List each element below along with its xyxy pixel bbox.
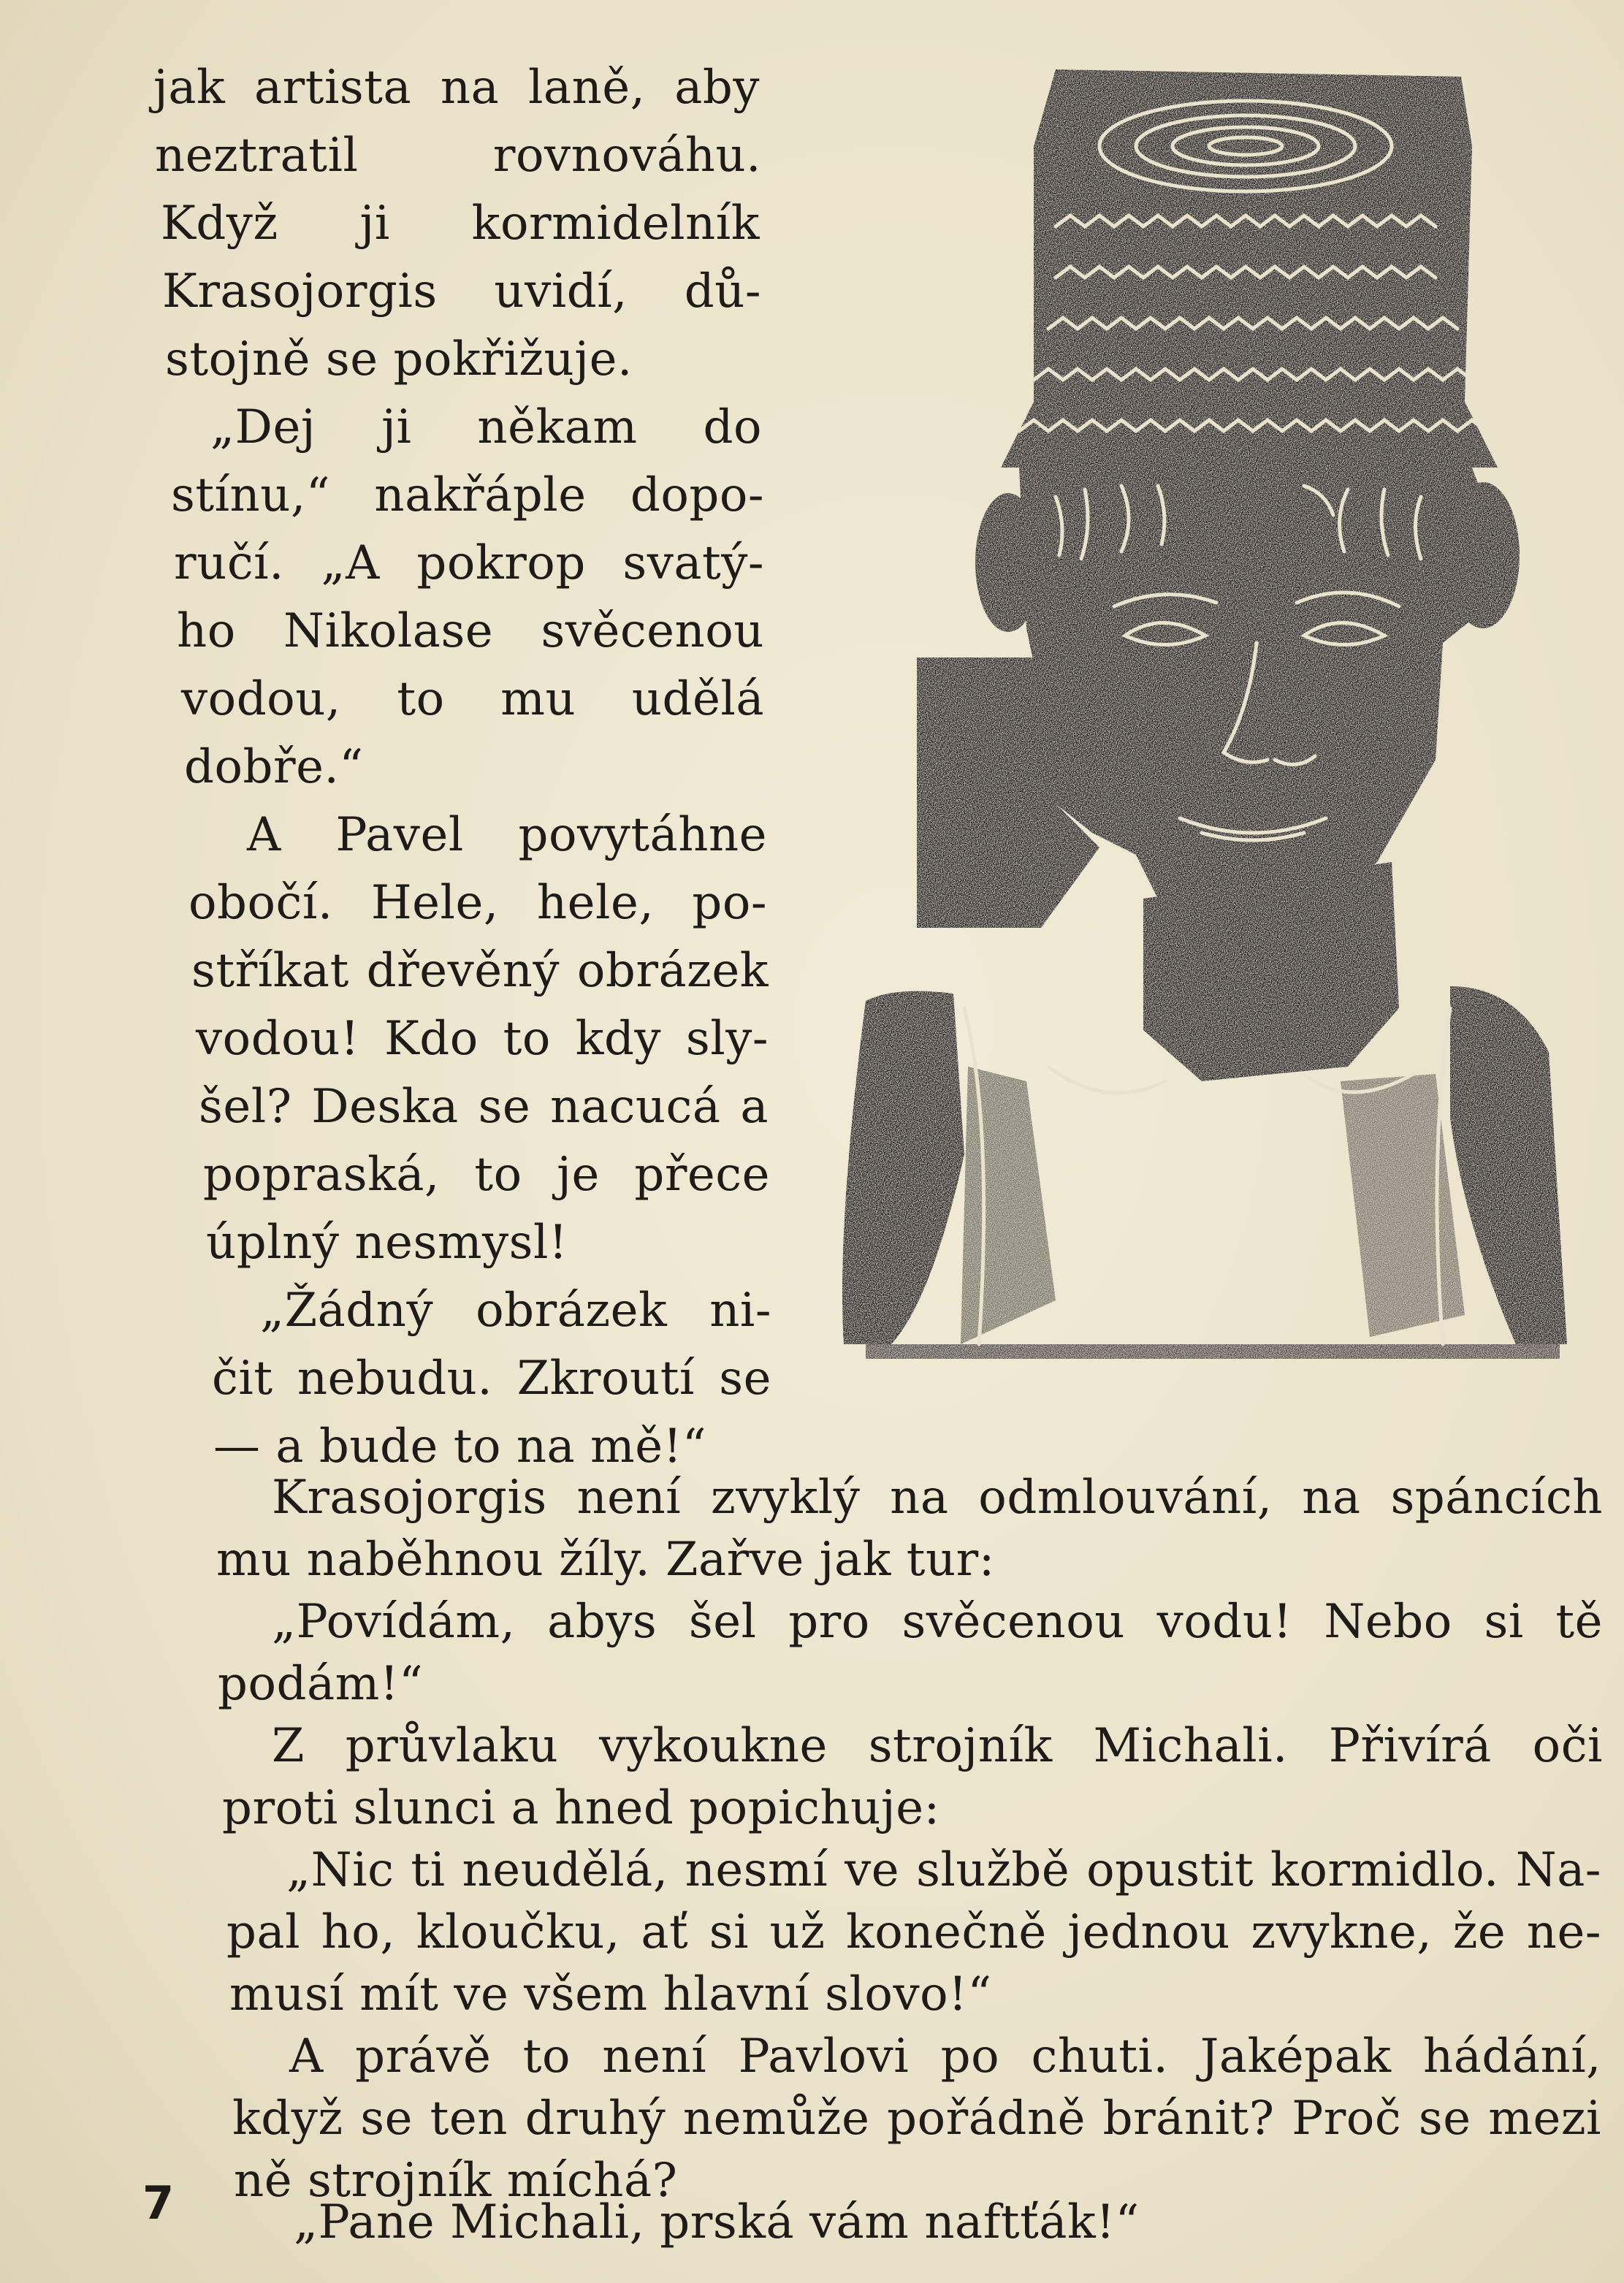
text-line: mu naběhnou žíly. Zařve jak tur:: [216, 1533, 995, 1587]
text-line: pal ho, kloučku, ať si už konečně jednou zvykne, že ne-: [226, 1905, 1601, 1959]
text-line: vodou, to mu udělá: [181, 672, 764, 726]
text-line: Z průvlaku vykoukne strojník Michali. Přivírá oči: [272, 1719, 1603, 1773]
text-line: Krasojorgis není zvyklý na odmlouvání, na spáncích: [272, 1471, 1603, 1525]
text-line: popraská, to je přece: [203, 1148, 770, 1202]
text-line: A právě to není Pavlovi po chuti. Jaképak hádání,: [289, 2029, 1601, 2084]
text-line: jak artista na laně, aby: [153, 61, 760, 115]
text-line: — a bude to na mě!“: [213, 1419, 707, 1474]
text-line: šel? Deska se nacucá a: [199, 1080, 769, 1134]
text-line: ručí. „A pokrop svatý-: [174, 536, 764, 590]
text-line: „Povídám, abys šel pro svěcenou vodu! Nebo si tě: [272, 1595, 1603, 1649]
text-line: A Pavel povytáhne: [247, 808, 767, 862]
text-line: „Nic ti neudělá, nesmí ve službě opustit kormidlo. Na-: [286, 1843, 1601, 1897]
page-number: 7: [142, 2176, 175, 2230]
woodcut-portrait-icon: [836, 58, 1574, 1373]
text-line: ně strojník míchá?: [234, 2154, 678, 2208]
text-line: když se ten druhý nemůže pořádně bránit? Proč se mezi: [232, 2092, 1601, 2146]
text-line: vodou! Kdo to kdy sly-: [196, 1012, 769, 1066]
text-line: musí mít ve všem hlavní slovo!“: [229, 1967, 992, 2021]
text-line: „Dej ji někam do: [210, 400, 762, 454]
text-line: stínu,“ nakřáple dopo-: [171, 468, 764, 522]
text-line: Krasojorgis uvidí, dů-: [162, 264, 761, 319]
text-line: „Žádný obrázek ni-: [260, 1284, 771, 1338]
text-line: úplný nesmysl!: [206, 1216, 568, 1270]
text-line: podám!“: [218, 1657, 424, 1711]
text-line: ho Nikolase svěcenou: [177, 604, 764, 658]
text-line: Když ji kormidelník: [161, 197, 760, 251]
text-line: stojně se pokřižuje.: [165, 332, 633, 386]
text-line: proti slunci a hned popichuje:: [222, 1781, 940, 1835]
text-line: neztratil rovnováhu.: [155, 129, 761, 183]
text-line: dobře.“: [184, 740, 364, 794]
text-line: stříkat dřevěný obrázek: [191, 944, 769, 998]
text-line: obočí. Hele, hele, po-: [188, 876, 767, 930]
text-line: „Pane Michali, prská vám naftťák!“: [294, 2195, 1140, 2249]
text-line: čit nebudu. Zkroutí se: [212, 1352, 771, 1406]
